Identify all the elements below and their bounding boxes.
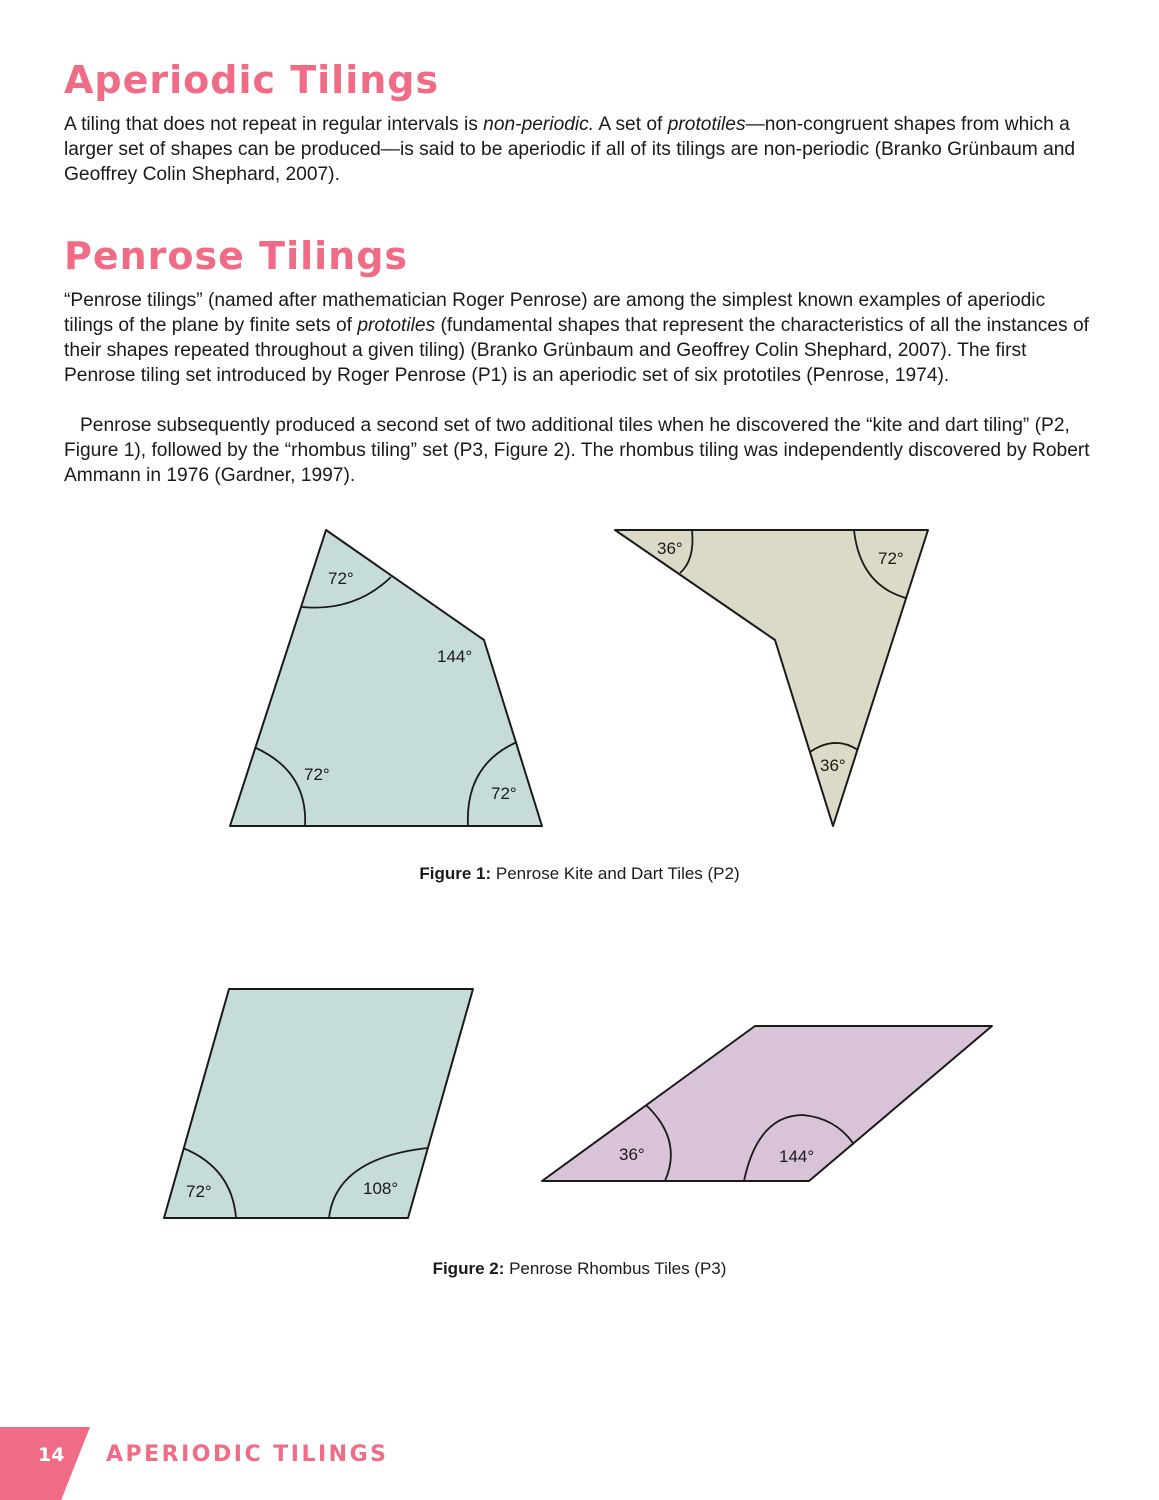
thin-rhombus-shape	[542, 1026, 992, 1181]
section-heading-penrose: Penrose Tilings	[64, 234, 409, 278]
kite-tile	[230, 530, 542, 826]
figure-rhombus	[0, 975, 1159, 1235]
thick-rhombus-angle-left: 72°	[186, 1182, 212, 1201]
figure-kite-dart	[0, 515, 1159, 835]
dart-angle-top-left: 36°	[657, 539, 683, 558]
page-number: 14	[38, 1444, 65, 1466]
kite-shape	[230, 530, 542, 826]
dart-angle-top-right: 72°	[878, 549, 904, 568]
thick-rhombus-angle-right: 108°	[363, 1179, 399, 1198]
figure-2-caption: Figure 2: Penrose Rhombus Tiles (P3)	[432, 1259, 727, 1278]
running-title: APERIODIC TILINGS	[106, 1442, 389, 1467]
kite-angle-top: 72°	[328, 569, 354, 588]
dart-shape	[615, 530, 928, 826]
paragraph-penrose-intro: “Penrose tilings” (named after mathematician Roger Penrose) are among the simplest known examples of aperiodic tilings of the plane by finite sets of prototiles (fundamental shapes that represent the characteristics of all the instances of their shapes repeated throughout a given tiling) (Branko Grünbaum and Geoffrey Colin Shephard, 2007). The first Penrose tiling set introduced by Roger Penrose (P1) is an aperiodic set of six prototiles (Penrose, 1974).	[64, 290, 1089, 386]
thin-rhombus-tile	[542, 1026, 992, 1181]
kite-angle-right: 144°	[437, 647, 473, 666]
kite-angle-bottom-right: 72°	[491, 784, 517, 803]
paragraph-aperiodic-definition: A tiling that does not repeat in regular intervals is non-periodic. A set of prototiles—non-congruent shapes from which a larger set of shapes can be produced—is said to be aperiodic if all of its tilings are non-periodic (Branko Grünbaum and Geoffrey Colin Shephard, 2007).	[64, 114, 1076, 185]
paragraph-penrose-p2-p3: Penrose subsequently produced a second set of two additional tiles when he discovered the “kite and dart tiling” (P2, Figure 1), followed by the “rhombus tiling” set (P3, Figure 2). The rhombus tiling was independently discovered by Robert Ammann in 1976 (Gardner, 1997).	[64, 415, 1090, 486]
thick-rhombus-tile	[164, 989, 473, 1218]
figure-1-caption: Figure 1: Penrose Kite and Dart Tiles (P2)	[419, 864, 740, 883]
thin-rhombus-angle-right: 144°	[779, 1147, 815, 1166]
thin-rhombus-angle-left: 36°	[619, 1145, 645, 1164]
dart-tile	[615, 530, 928, 826]
section-heading-aperiodic: Aperiodic Tilings	[64, 58, 440, 102]
dart-angle-bottom: 36°	[820, 756, 846, 775]
kite-angle-bottom-left: 72°	[304, 765, 330, 784]
